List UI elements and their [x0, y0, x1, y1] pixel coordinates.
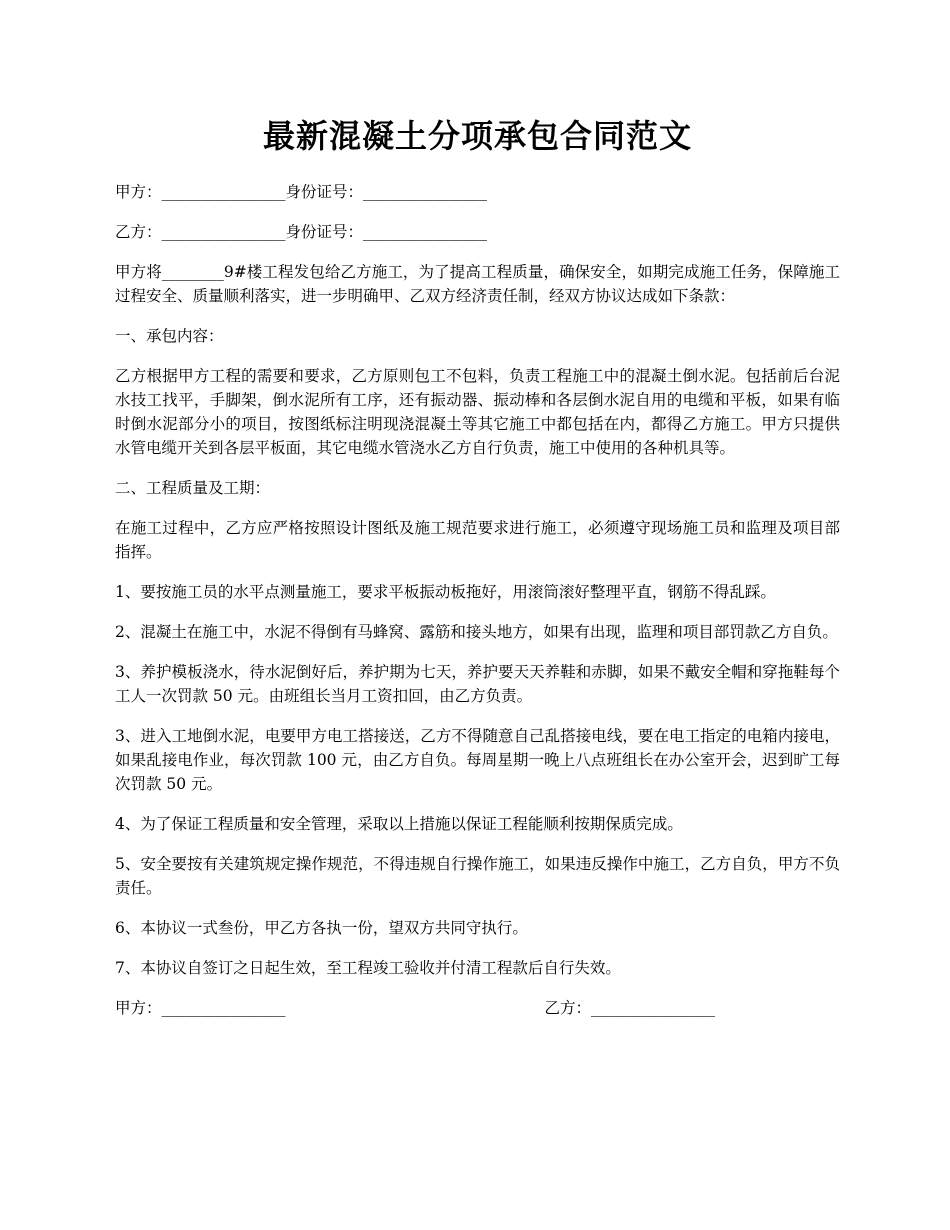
section-body-quality: 在施工过程中，乙方应严格按照设计图纸及施工规范要求进行施工，必须遵守现场施工员和监理及项目部指挥。: [115, 519, 840, 561]
clause-item: 2、混凝土在施工中，水泥不得倒有马蜂窝、露筋和接头地方，如果有出现，监理和项目部罚款乙方自负。: [115, 623, 838, 641]
section-heading-quality: 二、工程质量及工期：: [115, 479, 271, 497]
section-body-scope: 乙方根据甲方工程的需要和要求，乙方原则包工不包料，负责工程施工中的混凝土倒水泥。包括前后台泥水技工找平，手脚架，倒水泥所有工序，还有振动器、振动棒和各层倒水泥自用的电缆和平板，如果有临时倒水泥部分小的项目，按图纸标注明现浇混凝土等其它施工中都包括在内，都得乙方施工。甲方只提供水管电缆开关到各层平板面，其它电缆水管浇水乙方自行负责，施工中使用的各种机具等。: [115, 367, 840, 457]
party-b-line: 乙方：________________身份证号：________________: [115, 223, 488, 241]
clause-item: 6、本协议一式叁份，甲乙方各执一份，望双方共同守执行。: [115, 919, 528, 937]
clause-item: 4、为了保证工程质量和安全管理，采取以上措施以保证工程能顺利按期保质完成。: [115, 815, 683, 833]
clause-item: 3、养护模板浇水，待水泥倒好后，养护期为七天，养护要天天养鞋和赤脚，如果不戴安全帽和穿拖鞋每个工人一次罚款 50 元。由班组长当月工资扣回，由乙方负责。: [115, 663, 840, 705]
party-a-line: 甲方：________________身份证号：________________: [115, 183, 488, 201]
clause-item: 7、本协议自签订之日起生效，至工程竣工验收并付清工程款后自行失效。: [115, 959, 621, 977]
signature-party-a: 甲方：________________: [115, 999, 286, 1017]
clause-item: 3、进入工地倒水泥，电要甲方电工搭接送，乙方不得随意自己乱搭接电线，要在电工指定的电箱内接电，如果乱接电作业，每次罚款 100 元，由乙方自负。每周星期一晚上八点班组长在办公室开会，迟到旷工每次罚款 50 元。: [115, 727, 840, 793]
intro-paragraph: 甲方将________9#楼工程发包给乙方施工，为了提高工程质量，确保安全，如期完成施工任务，保障施工过程安全、质量顺利落实，进一步明确甲、乙双方经济责任制，经双方协议达成如下条款：: [115, 263, 840, 305]
clause-item: 1、要按施工员的水平点测量施工，要求平板振动板拖好，用滚筒滚好整理平直，钢筋不得乱踩。: [115, 583, 776, 601]
signature-party-b: 乙方：________________: [544, 999, 715, 1017]
clause-item: 5、安全要按有关建筑规定操作规范，不得违规自行操作施工，如果违反操作中施工，乙方自负，甲方不负责任。: [115, 855, 840, 897]
signature-row: [115, 996, 715, 1020]
document-title: 最新混凝土分项承包合同范文: [262, 117, 692, 155]
section-heading-scope: 一、承包内容：: [115, 327, 224, 345]
